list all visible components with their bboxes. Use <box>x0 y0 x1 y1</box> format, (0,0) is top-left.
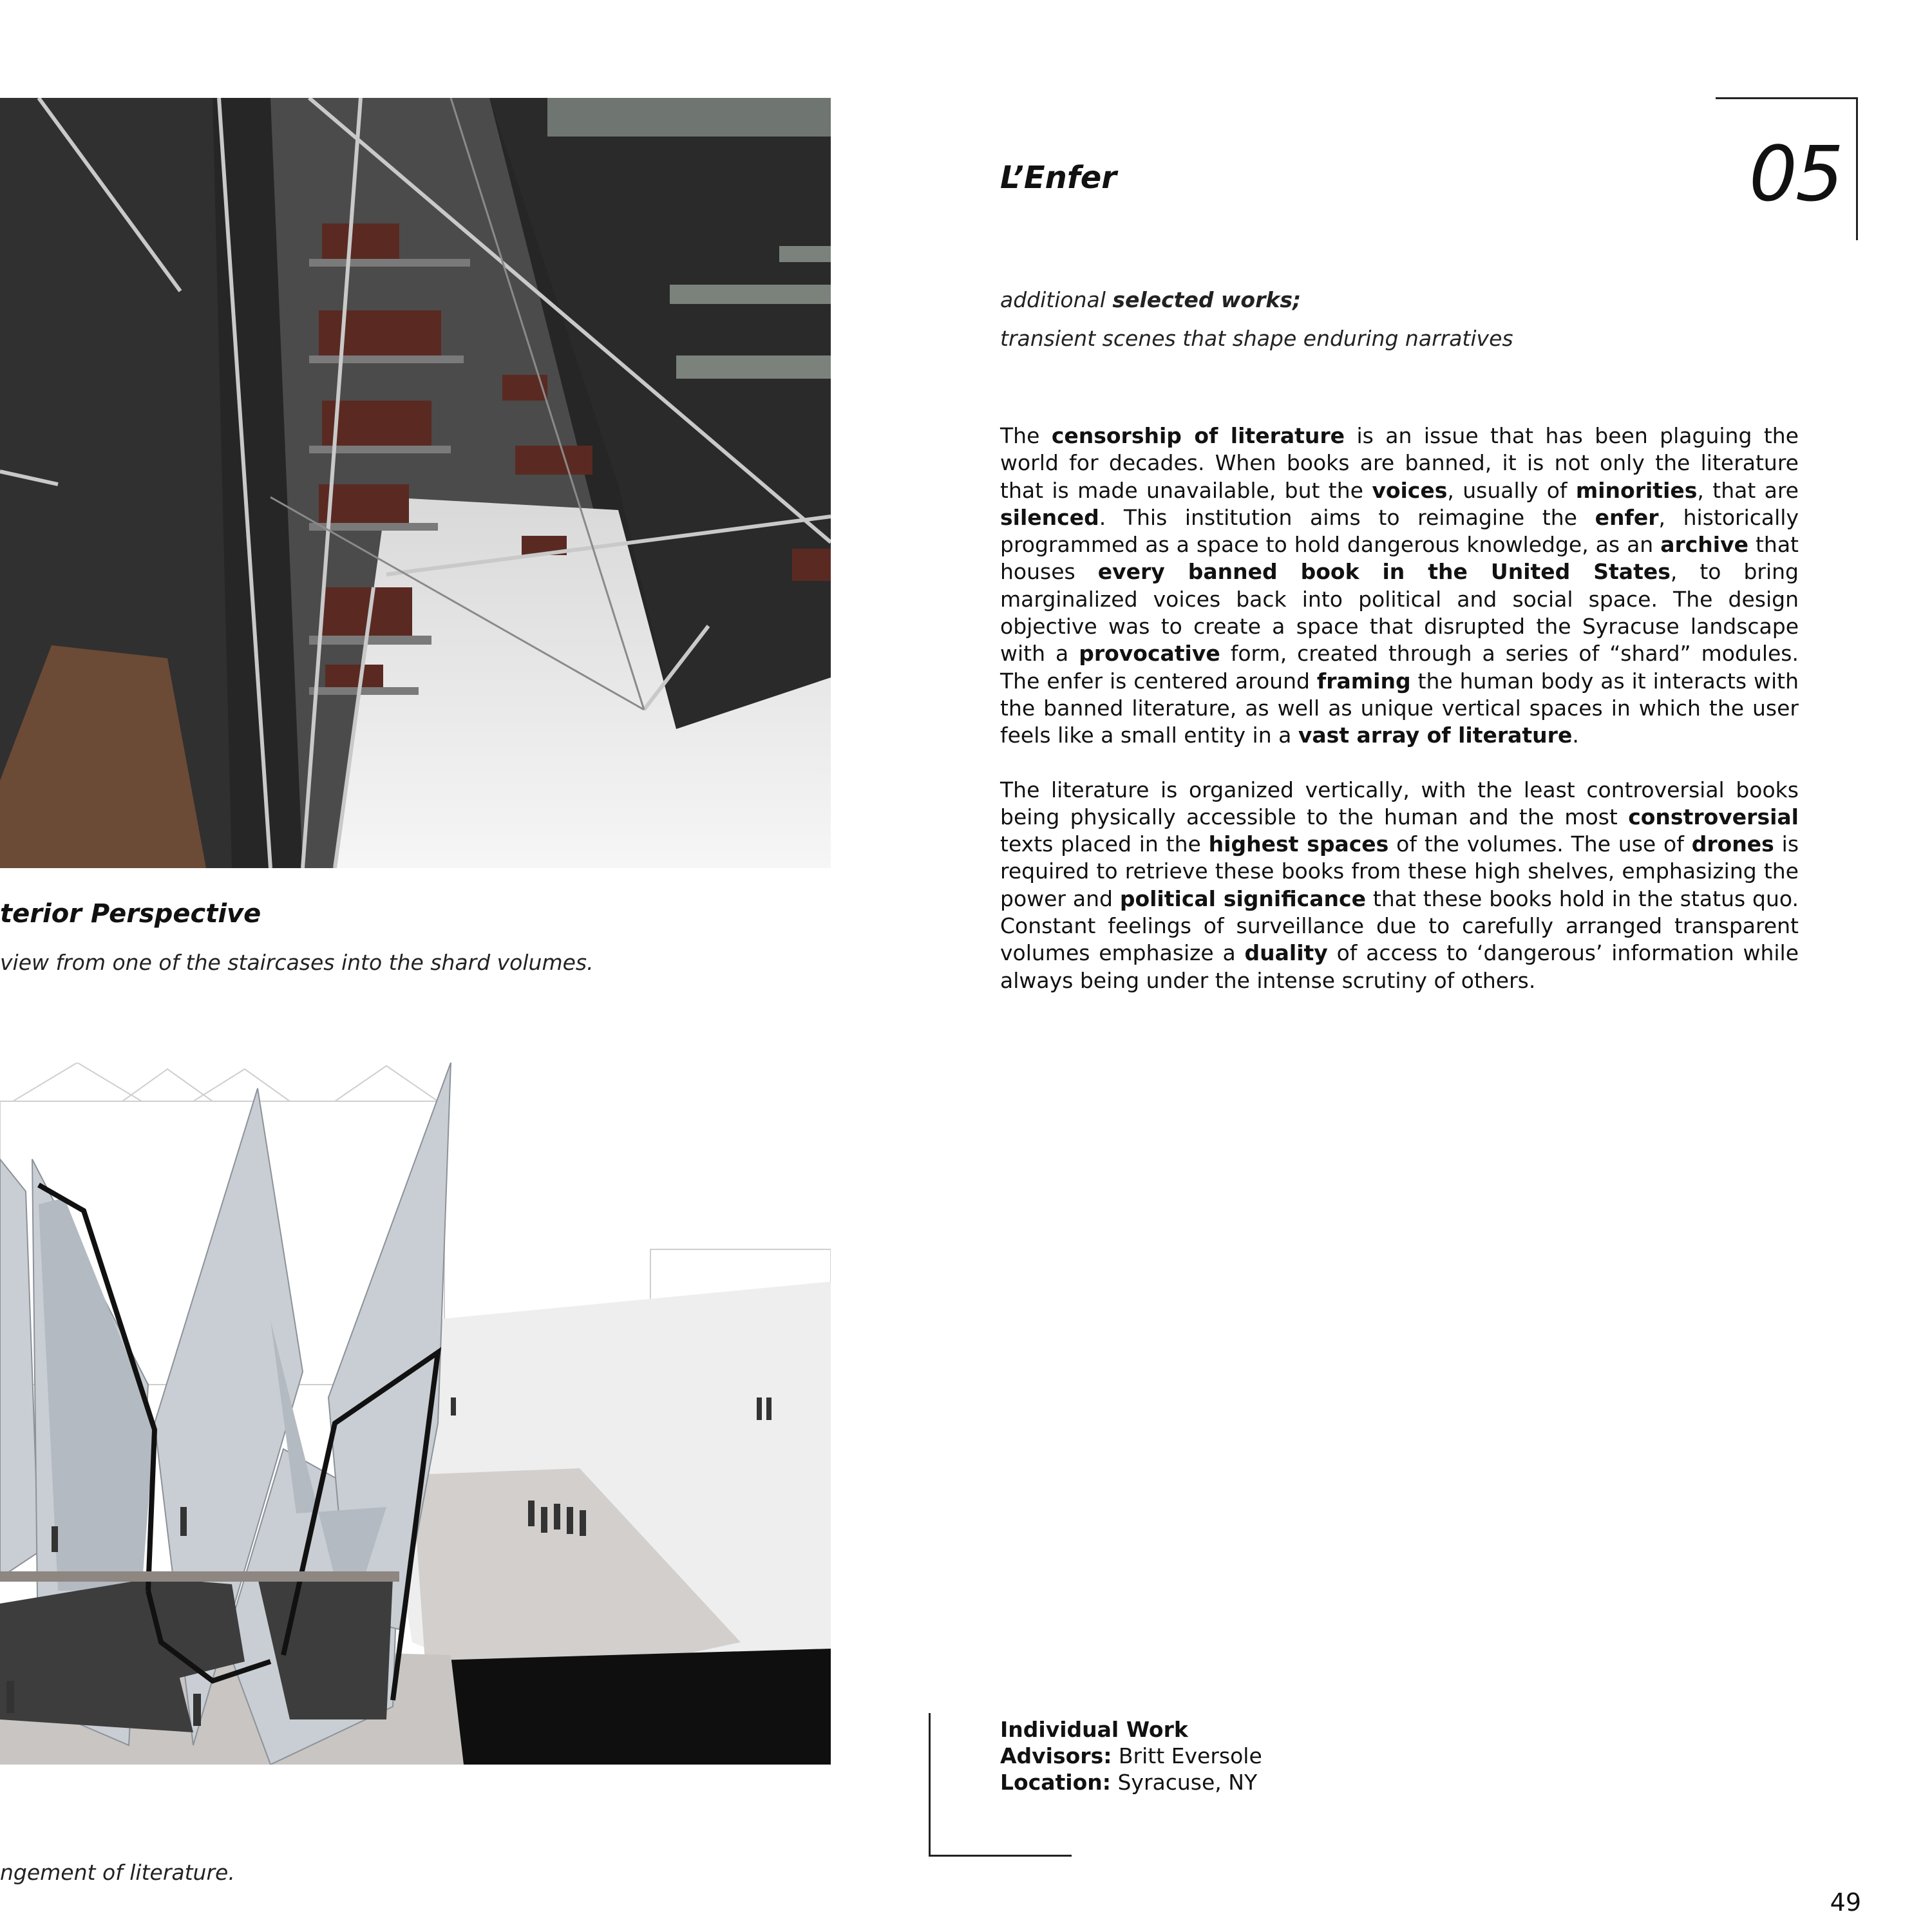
location-value: Syracuse, NY <box>1110 1770 1258 1795</box>
credits-horizontal-line <box>929 1855 1072 1857</box>
p2-bold: duality <box>1244 940 1328 966</box>
credits-advisors <box>1000 1743 1262 1769</box>
p1-bold: voices <box>1372 477 1448 503</box>
page-number: 49 <box>1830 1888 1861 1917</box>
location-label: Location: <box>1000 1770 1111 1795</box>
p2-run: is required to retrieve these books from these high shelves, emphasizing the power and <box>1000 831 1799 911</box>
p2-run: of the volumes. The use of <box>1388 831 1692 857</box>
subtitle-prefix: additional <box>1000 287 1113 312</box>
section-number: 05 <box>1748 129 1842 218</box>
interior-perspective-render <box>0 98 831 868</box>
p1-run: , usually of <box>1447 477 1576 503</box>
p1-run: . <box>1572 723 1579 748</box>
p2-bold: drones <box>1691 831 1774 857</box>
credits-vertical-line <box>929 1713 931 1856</box>
header-corner-top-line <box>1716 97 1857 99</box>
body-paragraph-2 <box>1000 777 1799 994</box>
p1-run: , to bring marginalized voices back into political and social space. The design objective was to create a space that disrupted the Syracuse landscape with a <box>1000 559 1799 667</box>
p1-run: The <box>1000 423 1052 448</box>
p2-run: of access to ‘dangerous’ information while always being under the intense scrutiny of others. <box>1000 940 1799 993</box>
p1-bold: minorities <box>1575 477 1698 503</box>
p1-run: the human body as it interacts with the banned literature, as well as unique vertical spaces in which the user feels like a small entity in a <box>1000 668 1799 748</box>
body-paragraph-1 <box>1000 422 1799 750</box>
subtitle-line-1 <box>1000 287 1301 313</box>
exterior-section-render <box>0 1063 831 1765</box>
credits-block <box>1000 1716 1262 1795</box>
p1-bold: archive <box>1660 532 1748 558</box>
project-title: L’Enfer <box>1000 160 1117 196</box>
header-corner-right-line <box>1856 97 1858 240</box>
p2-bold: highest spaces <box>1208 831 1389 857</box>
advisors-label: Advisors: <box>1000 1743 1112 1768</box>
p2-run: The literature is organized vertically, with the least controversial books being physically accessible to the human and the most <box>1000 777 1799 829</box>
credits-work-type <box>1000 1716 1262 1743</box>
p2-run: texts placed in the <box>1000 831 1209 857</box>
p1-bold: framing <box>1316 668 1411 694</box>
p1-run: that houses <box>1000 532 1799 585</box>
p1-bold: silenced <box>1000 504 1099 530</box>
p1-run: form, created through a series of “shard” modules. The enfer is centered around <box>1000 641 1799 694</box>
p2-bold: political significance <box>1119 886 1366 911</box>
subtitle-line-2: transient scenes that shape enduring narratives <box>1000 326 1513 351</box>
body-text <box>1000 422 1799 1021</box>
p2-bold: constroversial <box>1628 804 1799 829</box>
interior-figure-title: terior Perspective <box>0 899 261 929</box>
p1-bold: provocative <box>1079 641 1220 667</box>
exterior-figure-caption: ngement of literature. <box>0 1860 235 1885</box>
advisors-value: Britt Eversole <box>1112 1743 1262 1768</box>
p1-run: . This institution aims to reimagine the <box>1099 504 1595 530</box>
credits-location <box>1000 1769 1262 1795</box>
p1-bold: censorship of literature <box>1051 423 1345 448</box>
p1-run: , that are <box>1697 477 1799 503</box>
interior-figure-caption: view from one of the staircases into the shard volumes. <box>0 950 594 975</box>
p1-run: is an issue that has been plaguing the world for decades. When books are banned, it is not only the literature that is made unavailable, but the <box>1000 423 1799 503</box>
p1-bold: enfer <box>1595 504 1659 530</box>
work-type-label: Individual Work <box>1000 1717 1188 1742</box>
p1-run: , historically programmed as a space to hold dangerous knowledge, as an <box>1000 504 1799 558</box>
p2-run: that these books hold in the status quo. Constant feelings of surveillance due to carefully arranged transparent volumes emphasize a <box>1000 886 1799 966</box>
p1-bold: vast array of literature <box>1298 723 1573 748</box>
subtitle-bold: selected works; <box>1112 287 1302 312</box>
p1-bold: every banned book in the United States <box>1097 559 1671 585</box>
